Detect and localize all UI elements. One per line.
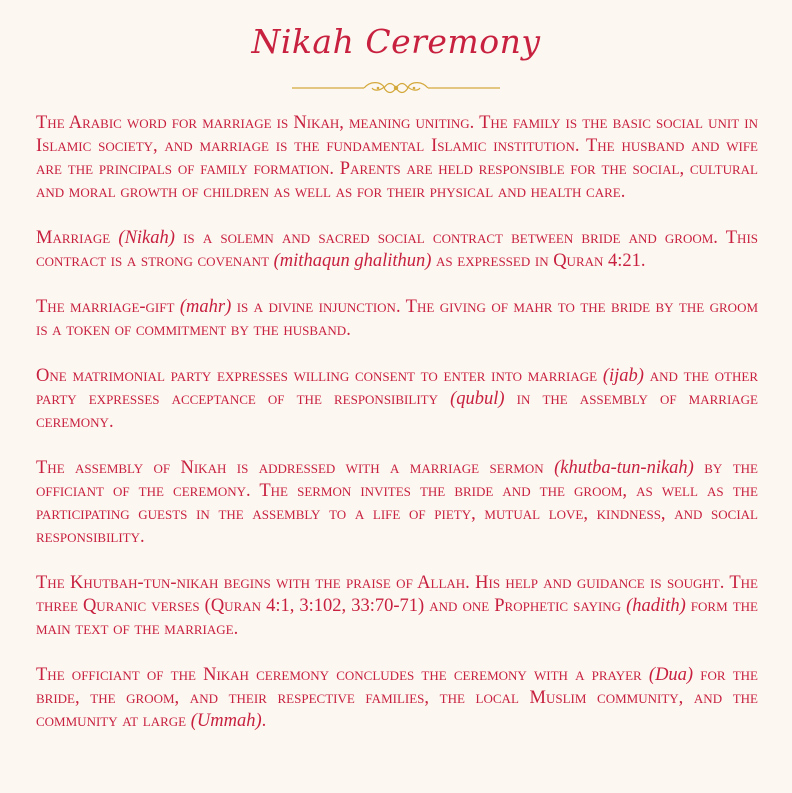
paragraph xyxy=(36,112,758,204)
text-segment: and the other party expresses acceptance of the responsibility xyxy=(36,366,758,409)
text-segment: as expressed in Quran 4:21. xyxy=(431,251,646,271)
paragraph xyxy=(36,365,758,434)
text-segment: . xyxy=(261,711,267,731)
italic-term: (mahr) xyxy=(179,297,232,317)
text-segment: form the main text of the marriage. xyxy=(36,596,758,639)
paragraph xyxy=(36,457,758,549)
italic-term: (qubul) xyxy=(450,389,505,409)
page-title: Nikah Ceremony xyxy=(251,22,541,61)
italic-term: (hadith) xyxy=(626,596,686,616)
text-segment: for the bride, the groom, and their respective families, the local Muslim community, and the community at large xyxy=(36,665,758,731)
paragraph xyxy=(36,664,758,733)
text-segment: is a divine injunction. The giving of mahr to the bride by the groom is a token of commitment by the husband. xyxy=(36,297,759,340)
paragraph xyxy=(36,572,758,641)
ornament-flourish-icon xyxy=(292,78,500,98)
italic-term: (Dua) xyxy=(648,665,694,685)
paragraph xyxy=(36,296,758,342)
text-segment: The officiant of the Nikah ceremony concludes the ceremony with a prayer xyxy=(36,665,649,685)
italic-term: (ijab) xyxy=(602,366,644,386)
text-segment: The marriage-gift xyxy=(36,297,180,317)
paragraph xyxy=(36,227,758,273)
text-segment: The Arabic word for marriage is Nikah, meaning uniting. The family is the basic social unit in Islamic society, and marriage is the fundamental Islamic institution. The husband and wife are the principals of family formation. Parents are held responsible for the social, cultural and moral growth of children as well as for their physical and health care. xyxy=(36,113,758,202)
text-segment: The assembly of Nikah is addressed with a marriage sermon xyxy=(36,458,555,478)
text-segment: in the assembly of marriage ceremony. xyxy=(36,389,758,432)
text-segment: is a solemn and sacred social contract between bride and groom. This contract is a strong covenant xyxy=(36,228,759,271)
text-segment: The Khutbah-tun-nikah begins with the praise of Allah. His help and guidance is sought. The three Quranic verses (Quran 4:1, 3:102, 33:70-71) and one Prophetic saying xyxy=(36,573,758,616)
italic-term: (mithaqun ghalithun) xyxy=(273,251,432,271)
text-segment: One matrimonial party expresses willing consent to enter into marriage xyxy=(36,366,603,386)
italic-term: (Ummah) xyxy=(190,711,262,731)
text-segment: Marriage xyxy=(36,228,119,248)
italic-term: (khutba-tun-nikah) xyxy=(554,458,694,478)
body-text xyxy=(36,112,758,733)
italic-term: (Nikah) xyxy=(118,228,175,248)
text-segment: by the officiant of the ceremony. The sermon invites the bride and the groom, as well as the participating guests in the assembly to a life of piety, mutual love, kindness, and social responsibility. xyxy=(36,458,758,547)
